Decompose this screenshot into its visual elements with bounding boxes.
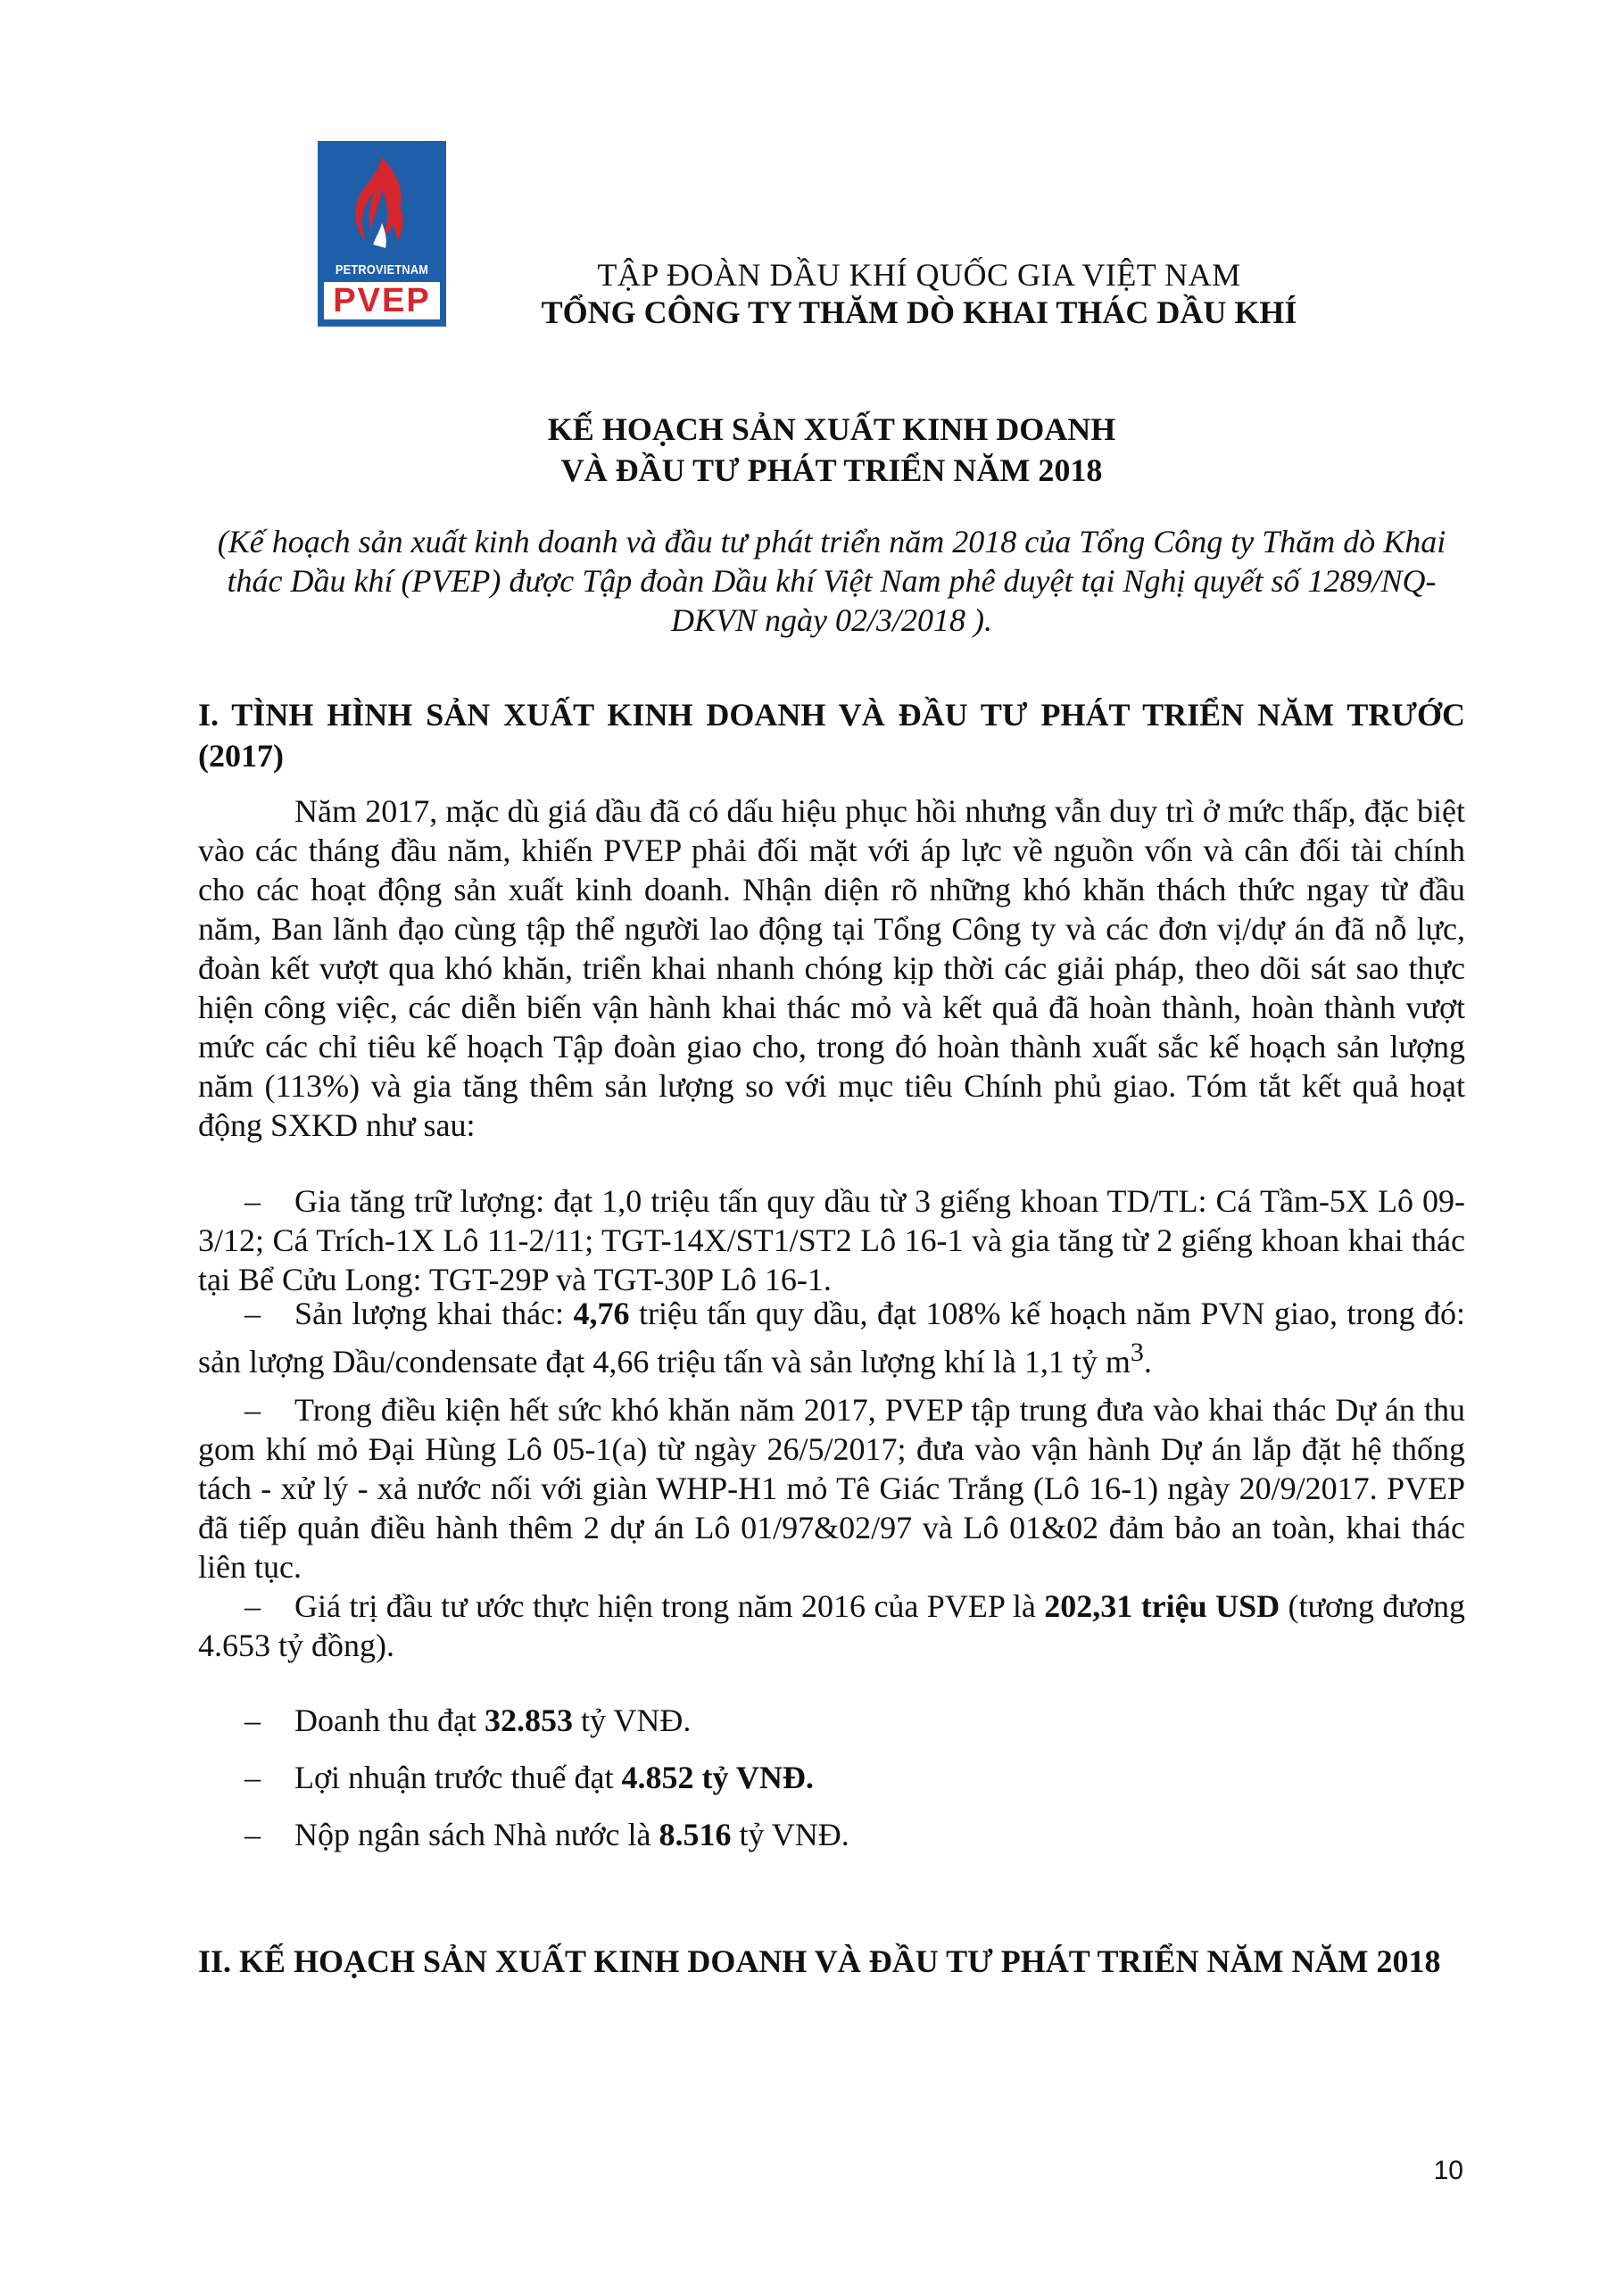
section-1-intro: Năm 2017, mặc dù giá dầu đã có dấu hiệu phục hồi nhưng vẫn duy trì ở mức thấp, đặc biệt vào các tháng đầu năm, khiến PVEP phải đối mặt với áp lực về nguồn vốn và cân đối tài chính cho các hoạt động sản xuất kinh doanh. Nhận diện rõ những khó khăn thách thức ngay từ đầu năm, Ban lãnh đạo cùng tập thể người lao động tại Tổng Công ty và các đơn vị/dự án đã nỗ lực, đoàn kết vượt qua khó khăn, triển khai nhanh chóng kịp thời các giải pháp, theo dõi sát sao thực hiện công việc, các diễn biến vận hành khai thác mỏ và kết quả đã hoàn thành, hoàn thành vượt mức các chỉ tiêu kế hoạch Tập đoàn giao cho, trong đó hoàn thành xuất sắc kế hoạch sản lượng năm (113%) và gia tăng thêm sản lượng so với mục tiêu Chính phủ giao. Tóm tắt kết quả hoạt động SXKD như sau: (198, 793, 1465, 1143)
bullet-text: Nộp ngân sách Nhà nước là (294, 1817, 659, 1852)
approval-note: (Kế hoạch sản xuất kinh doanh và đầu tư phát triển năm 2018 của Tổng Công ty Thăm dò Khai thác Dầu khí (PVEP) được Tập đoàn Dầu khí Việt Nam phê duyệt tại Nghị quyết số 1289/NQ-DKVN ngày 02/3/2018 ). (217, 524, 1446, 638)
pvep-logo (318, 141, 446, 327)
superscript-3: 3 (1130, 1338, 1144, 1367)
section-1-heading: I. TÌNH HÌNH SẢN XUẤT KINH DOANH VÀ ĐẦU TƯ PHÁT TRIỂN NĂM TRƯỚC (2017) (198, 697, 1465, 774)
bullet-text: tỷ VNĐ. (572, 1703, 692, 1738)
title-line-2: VÀ ĐẦU TƯ PHÁT TRIỂN NĂM 2018 (560, 452, 1103, 488)
bullet-text: Sản lượng khai thác: (294, 1296, 574, 1331)
page-number: 10 (1433, 2156, 1463, 2185)
org-line-1: TẬP ĐOÀN DẦU KHÍ QUỐC GIA VIỆT NAM (597, 257, 1241, 293)
bullet-text: tỷ VNĐ. (731, 1817, 849, 1852)
flame-logo-icon (318, 141, 446, 275)
title-line-1: KẾ HOẠCH SẢN XUẤT KINH DOANH (547, 411, 1116, 447)
bullet-budget (244, 1815, 849, 1854)
bullet-dash: – (244, 1703, 261, 1738)
org-line-2: TỔNG CÔNG TY THĂM DÒ KHAI THÁC DẦU KHÍ (541, 294, 1297, 330)
section-2-heading: II. KẾ HOẠCH SẢN XUẤT KINH DOANH VÀ ĐẦU TƯ PHÁT TRIỂN NĂM NĂM 2018 (198, 1943, 1441, 1979)
bullet-investment (198, 1587, 1465, 1665)
bullet-text: triệu tấn quy dầu, đạt 108% kế hoạch năm PVN giao, trong đó: sản lượng Dầu/condensate đạt 4,66 triệu tấn và sản lượng khí là 1,1 tỷ m (198, 1296, 1465, 1379)
bullet-bold-value: 4.852 tỷ VNĐ. (621, 1760, 814, 1795)
bullet-dash: – (244, 1392, 261, 1428)
bullet-dash: – (244, 1588, 261, 1624)
bullet-production (198, 1294, 1465, 1381)
bullet-revenue (244, 1701, 692, 1740)
bullet-text: Doanh thu đạt (294, 1703, 485, 1738)
bullet-bold-value: 202,31 triệu USD (1044, 1588, 1280, 1624)
bullet-dash: – (244, 1296, 261, 1331)
bullet-reserves (198, 1181, 1465, 1299)
bullet-text: Giá trị đầu tư ước thực hiện trong năm 2016 của PVEP là (294, 1588, 1045, 1624)
bullet-text: Gia tăng trữ lượng: đạt 1,0 triệu tấn quy dầu từ 3 giếng khoan TD/TL: Cá Tầm-5X Lô 09-3/12; Cá Trích-1X Lô 11-2/11; TGT-14X/ST1/ST2 Lô 16-1 và gia tăng từ 2 giếng khoan khai thác tại Bể Cửu Long: TGT-29P và TGT-30P Lô 16-1. (198, 1183, 1465, 1297)
bullet-bold-value: 8.516 (659, 1817, 732, 1852)
bullet-text: (tương đương 4.653 tỷ đồng). (198, 1588, 1465, 1663)
bullet-bold-value: 4,76 (573, 1296, 630, 1331)
bullet-dash: – (244, 1760, 261, 1795)
logo-pvep-text: PVEP (324, 282, 440, 319)
bullet-bold-value: 32.853 (484, 1703, 573, 1738)
bullet-projects (198, 1390, 1465, 1587)
bullet-profit (244, 1758, 814, 1797)
document-title (198, 409, 1465, 491)
bullet-text: Trong điều kiện hết sức khó khăn năm 2017, PVEP tập trung đưa vào khai thác Dự án thu gom khí mỏ Đại Hùng Lô 05-1(a) từ ngày 26/5/2017; đưa vào vận hành Dự án lắp đặt hệ thống tách - xử lý - xả nước nối với giàn WHP-H1 mỏ Tê Giác Trắng (Lô 16-1) ngày 20/9/2017. PVEP đã tiếp quản điều hành thêm 2 dự án Lô 01/97&02/97 và Lô 01&02 đảm bảo an toàn, khai thác liên tục. (198, 1392, 1465, 1585)
bullet-dash: – (244, 1817, 261, 1852)
bullet-dash: – (244, 1183, 261, 1219)
bullet-text: Lợi nhuận trước thuế đạt (294, 1760, 622, 1795)
bullet-text: . (1143, 1344, 1152, 1379)
logo-brand-text: PETROVIETNAM (335, 262, 429, 278)
